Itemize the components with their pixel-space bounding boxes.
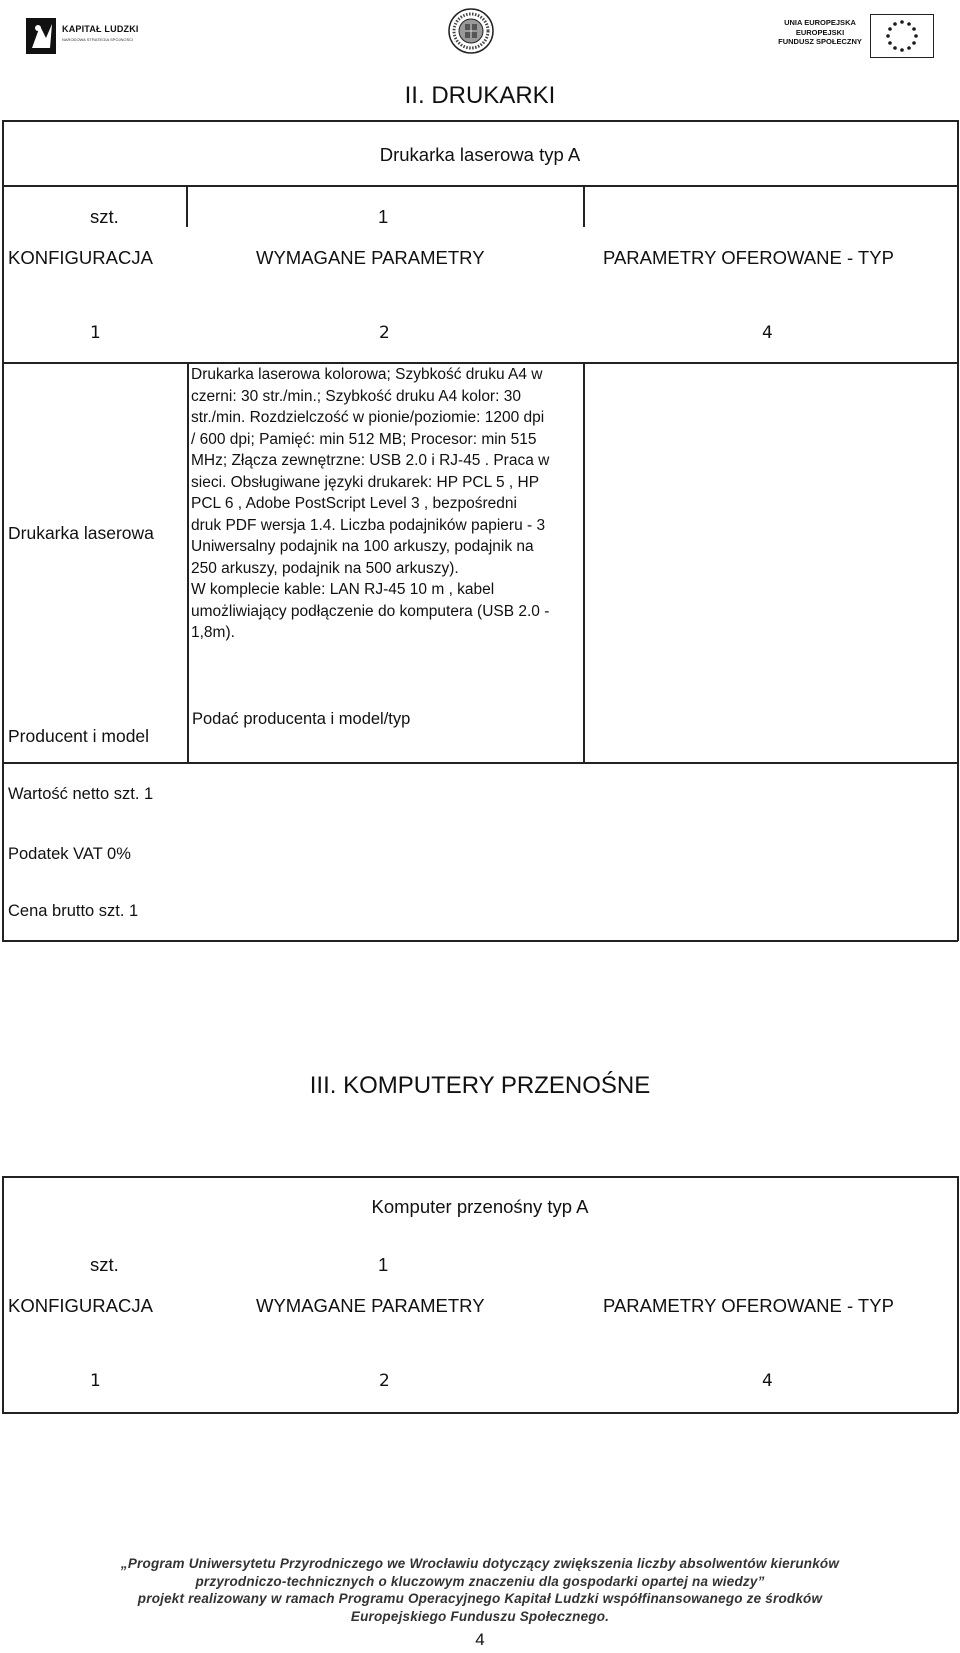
- section-2-product-name: Drukarka laserowa typ A: [379, 144, 581, 165]
- req-line: / 600 dpi; Pamięć: min 512 MB; Procesor: min 515: [191, 430, 537, 448]
- footer-line: „Program Uniwersytetu Przyrodniczego we Wrocławiu dotyczący zwiększenia liczby absolwentów kierunków: [120, 1556, 840, 1571]
- section-2-producer-label: Producent i model: [8, 726, 150, 746]
- req-line: umożliwiający podłączenie do komputera (USB 2.0 -: [191, 602, 550, 620]
- section-3-qty-value: 1: [378, 1254, 389, 1275]
- req-line: 1,8m).: [191, 624, 235, 641]
- section-2-net-value: Wartość netto szt. 1: [8, 785, 154, 803]
- section-2-requirements: [191, 364, 586, 644]
- eu-flag-icon: [870, 14, 934, 58]
- req-line: sieci. Obsługiwane języki drukarek: HP PCL 5 , HP: [191, 473, 540, 491]
- left-logo-title: KAPITAŁ LUDZKI: [62, 24, 139, 34]
- req-line: MHz; Złącza zewnętrzne: USB 2.0 i RJ-45 . Praca w: [191, 452, 550, 469]
- footer-project-note: [40, 1555, 920, 1625]
- section-2-col-header-offered: PARAMETRY OFEROWANE - TYP: [603, 247, 894, 268]
- footer-line: przyrodniczo-technicznych o kluczowym znaczeniu dla gospodarki opartej na wiedzy”: [195, 1573, 765, 1589]
- req-line: 250 arkuszy, podajnik na 500 arkuszy).: [191, 559, 459, 577]
- section-3-title: III. KOMPUTERY PRZENOŚNE: [309, 1072, 651, 1099]
- page-number: 4: [475, 1630, 485, 1649]
- section-2-col-number-1: 1: [90, 323, 101, 343]
- eu-logo-line-3: FUNDUSZ SPOŁECZNY: [778, 37, 862, 46]
- footer-line: projekt realizowany w ramach Programu Operacyjnego Kapitał Ludzki współfinansowanego ze środków: [137, 1591, 823, 1606]
- university-seal-icon: [448, 8, 494, 54]
- section-3-col-header-required: WYMAGANE PARAMETRY: [256, 1295, 485, 1316]
- eu-logo-line-2: EUROPEJSKI: [795, 27, 845, 37]
- section-2-col-number-2: 2: [379, 323, 390, 343]
- section-3-col-header-offered: PARAMETRY OFEROWANE - TYP: [603, 1295, 894, 1316]
- eu-logo: [778, 14, 938, 58]
- eu-logo-line-1: UNIA EUROPEJSKA: [784, 18, 856, 27]
- section-3-qty-label: szt.: [90, 1254, 119, 1275]
- section-2-title: II. DRUKARKI: [404, 82, 556, 109]
- section-3-product-name: Komputer przenośny typ A: [371, 1196, 589, 1217]
- university-seal-logo: [448, 8, 494, 54]
- section-3-col-number-4: 4: [762, 1371, 773, 1391]
- kapital-ludzki-logo: [26, 18, 146, 56]
- section-2-gross: Cena brutto szt. 1: [8, 902, 139, 920]
- section-2-col-number-4: 4: [762, 323, 773, 343]
- req-line: Drukarka laserowa kolorowa; Szybkość druku A4 w: [191, 366, 543, 383]
- req-line: druk PDF wersja 1.4. Liczba podajników papieru - 3: [191, 516, 546, 534]
- left-logo-subtitle: NARODOWA STRATEGIA SPÓJNOŚCI: [62, 37, 134, 42]
- section-2-qty-label: szt.: [90, 206, 119, 227]
- kapital-ludzki-mark-icon: [26, 18, 56, 54]
- section-2-col-header-required: WYMAGANE PARAMETRY: [256, 247, 485, 268]
- section-3-col-header-config: KONFIGURACJA: [8, 1295, 153, 1316]
- section-2-producer-hint: Podać producenta i model/typ: [192, 710, 411, 728]
- footer-line: Europejskiego Funduszu Społecznego.: [350, 1608, 610, 1624]
- section-3-col-number-1: 1: [90, 1371, 101, 1391]
- req-line: czerni: 30 str./min.; Szybkość druku A4 kolor: 30: [191, 387, 521, 405]
- section-3-col-number-2: 2: [379, 1371, 390, 1391]
- section-2-vat: Podatek VAT 0%: [8, 845, 131, 863]
- req-line: PCL 6 , Adobe PostScript Level 3 , bezpośredni: [191, 495, 517, 512]
- req-line: Uniwersalny podajnik na 100 arkuszy, podajnik na: [191, 538, 534, 555]
- section-2-col-header-config: KONFIGURACJA: [8, 247, 153, 268]
- section-2-row-label: Drukarka laserowa: [8, 523, 154, 543]
- req-line: W komplecie kable: LAN RJ-45 10 m , kabel: [191, 581, 495, 598]
- section-2-qty-value: 1: [378, 206, 389, 227]
- req-line: str./min. Rozdzielczość w pionie/poziomie: 1200 dpi: [191, 409, 545, 426]
